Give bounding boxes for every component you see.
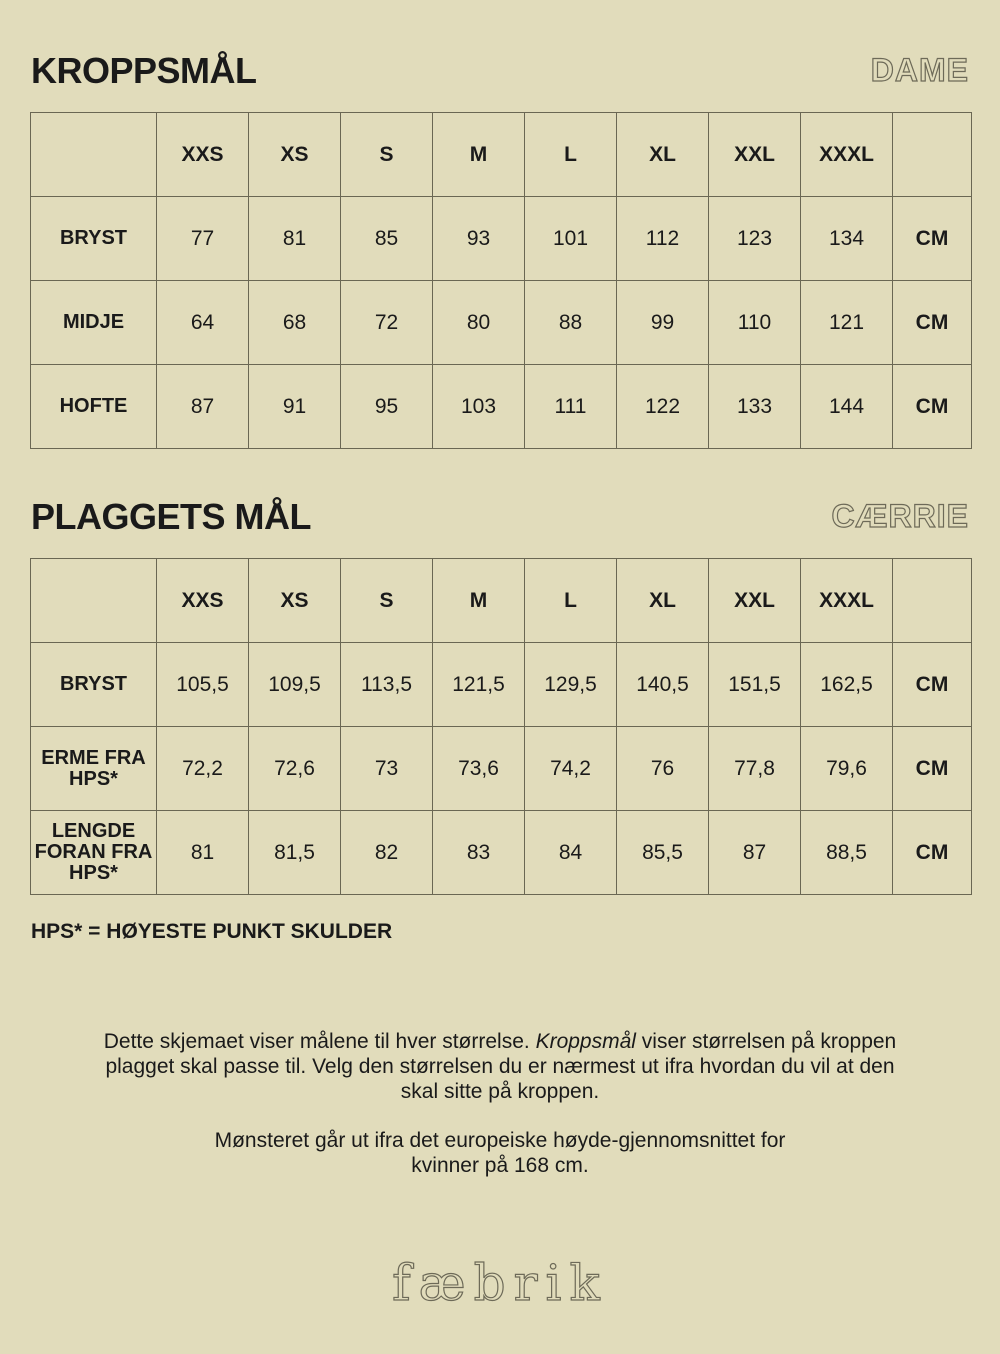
measurement-cell: 129,5 [525,643,617,727]
measurement-cell: 103 [433,365,525,449]
measurement-cell: 87 [709,811,801,895]
body-measurements-title: KROPPSMÅL [31,50,257,91]
measurement-cell: 73,6 [433,727,525,811]
table-row [31,643,972,727]
measurement-cell: 111 [525,365,617,449]
measurement-cell: 72,6 [249,727,341,811]
row-label: LENGDE FORAN FRA HPS* [31,811,157,895]
measurement-cell: 81 [157,811,249,895]
table-row [31,365,972,449]
size-header: XXXL [801,113,893,197]
size-header: XS [249,559,341,643]
row-label: MIDJE [31,281,157,365]
size-header: XXL [709,559,801,643]
measurement-cell: 101 [525,197,617,281]
unit-cell: CM [893,727,972,811]
size-header: XS [249,113,341,197]
size-header: XXS [157,559,249,643]
unit-cell: CM [893,281,972,365]
header-row [31,559,972,643]
measurement-cell: 81 [249,197,341,281]
description-emphasis: Kroppsmål [535,1030,636,1053]
unit-cell: CM [893,643,972,727]
description-text: Dette skjemaet viser målene til hver størrelse. [103,1030,536,1053]
body-measurements-table [30,112,972,449]
measurement-cell: 82 [341,811,433,895]
size-header: XXL [709,113,801,197]
measurement-cell: 99 [617,281,709,365]
measurement-cell: 83 [433,811,525,895]
brand-logo: fæbrik [392,1254,608,1312]
measurement-cell: 68 [249,281,341,365]
table-row [31,727,972,811]
table-row [31,197,972,281]
size-header: M [433,113,525,197]
measurement-cell: 74,2 [525,727,617,811]
measurement-cell: 123 [709,197,801,281]
size-header: L [525,113,617,197]
garment-measurements-table [30,558,972,895]
measurement-cell: 105,5 [157,643,249,727]
description-text: Mønsteret går ut ifra det europeiske høyde-gjennomsnittet for kvinner på 168 cm. [214,1129,786,1177]
measurement-cell: 87 [157,365,249,449]
description-paragraph-1 [100,1029,900,1104]
audience-tag: DAME [870,52,969,88]
size-header: L [525,559,617,643]
size-header: XXS [157,113,249,197]
size-header: M [433,559,525,643]
unit-header-cell [893,113,972,197]
garment-measurements-title: PLAGGETS MÅL [31,496,311,537]
measurement-cell: 88 [525,281,617,365]
measurement-cell: 84 [525,811,617,895]
measurement-cell: 95 [341,365,433,449]
corner-cell [31,559,157,643]
description-paragraph-2 [200,1128,800,1178]
measurement-cell: 121 [801,281,893,365]
measurement-cell: 73 [341,727,433,811]
measurement-cell: 85,5 [617,811,709,895]
measurement-cell: 133 [709,365,801,449]
measurement-cell: 109,5 [249,643,341,727]
measurement-cell: 151,5 [709,643,801,727]
measurement-cell: 85 [341,197,433,281]
measurement-cell: 140,5 [617,643,709,727]
size-header: S [341,559,433,643]
row-label: HOFTE [31,365,157,449]
measurement-cell: 112 [617,197,709,281]
measurement-cell: 64 [157,281,249,365]
row-label: ERME FRA HPS* [31,727,157,811]
measurement-cell: 77 [157,197,249,281]
measurement-cell: 110 [709,281,801,365]
measurement-cell: 72,2 [157,727,249,811]
table-row [31,281,972,365]
measurement-cell: 113,5 [341,643,433,727]
measurement-cell: 91 [249,365,341,449]
unit-cell: CM [893,197,972,281]
pattern-name-tag: CÆRRIE [831,498,969,534]
measurement-cell: 122 [617,365,709,449]
measurement-cell: 134 [801,197,893,281]
unit-header-cell [893,559,972,643]
size-header: XXXL [801,559,893,643]
measurement-cell: 93 [433,197,525,281]
measurement-cell: 144 [801,365,893,449]
measurement-cell: 121,5 [433,643,525,727]
size-header: XL [617,559,709,643]
footnote: HPS* = HØYESTE PUNKT SKULDER [31,920,393,943]
measurement-cell: 88,5 [801,811,893,895]
header-row [31,113,972,197]
measurement-cell: 76 [617,727,709,811]
row-label: BRYST [31,197,157,281]
row-label: BRYST [31,643,157,727]
measurement-cell: 80 [433,281,525,365]
measurement-cell: 81,5 [249,811,341,895]
unit-cell: CM [893,365,972,449]
measurement-cell: 72 [341,281,433,365]
size-header: S [341,113,433,197]
measurement-cell: 79,6 [801,727,893,811]
size-header: XL [617,113,709,197]
measurement-cell: 77,8 [709,727,801,811]
table-row [31,811,972,895]
description-text: viser størrelsen på kroppen plagget skal passe til. Velg den størrelsen du er nærmest ut ifra hvordan du vil at den skal sitte på kroppen. [105,1030,897,1103]
unit-cell: CM [893,811,972,895]
measurement-cell: 162,5 [801,643,893,727]
corner-cell [31,113,157,197]
